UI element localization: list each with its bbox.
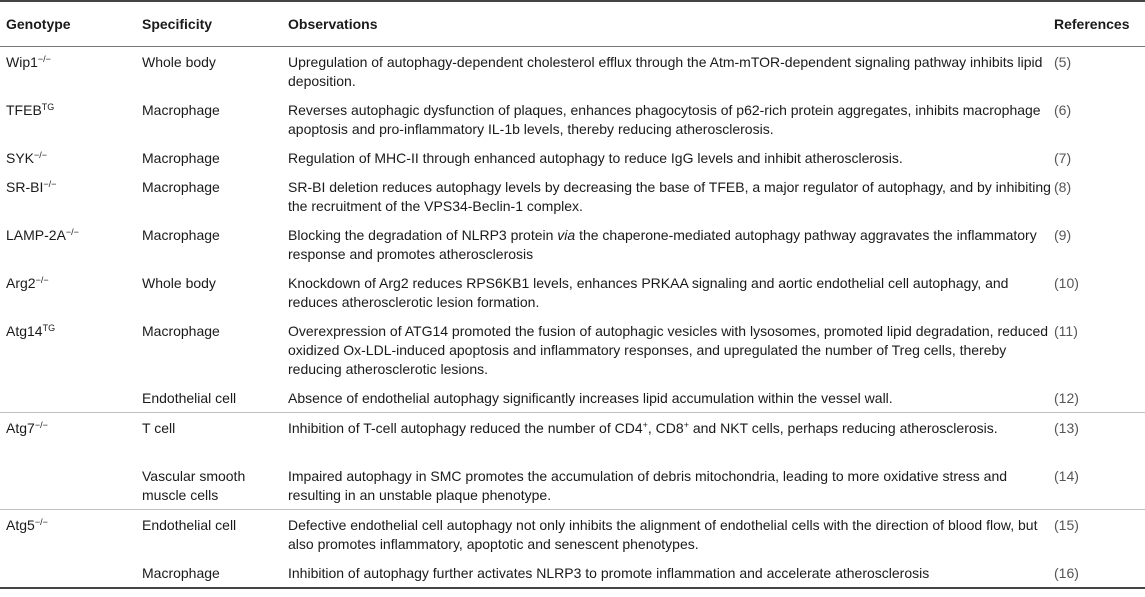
- genotype-cell: Arg2−/−: [6, 275, 49, 291]
- reference-cell: (9): [1054, 227, 1072, 243]
- genotype-cell: $Atg14^{TG}$: [6, 323, 56, 339]
- header-genotype: Genotype: [6, 15, 71, 32]
- observation-cell: Knockdown of Arg2 reduces RPS6KB1 levels, enhances PRKAA signaling and aortic endothelial cell autophagy, and reduces atherosclerotic lesion formation.: [288, 275, 1009, 310]
- reference-cell: (16): [1054, 565, 1079, 581]
- table-row: [0, 383, 1145, 413]
- specificity-cell: Endothelial cell: [142, 390, 237, 406]
- specificity-cell: Vascular smooth muscle cells: [142, 468, 246, 503]
- genotype-cell: Atg5−/−: [6, 517, 48, 533]
- table-row: [0, 95, 1145, 143]
- table-header-row: [0, 1, 1145, 47]
- observation-cell: Absence of endothelial autophagy significantly increases lipid accumulation within the vessel wall.: [288, 390, 893, 406]
- table-row: [0, 268, 1145, 316]
- specificity-cell: Macrophage: [142, 323, 220, 339]
- genotype-cell: [0, 383, 136, 413]
- genotype-cell: $TFEB^{TG}$: [6, 102, 55, 118]
- observation-cell: Impaired autophagy in SMC promotes the accumulation of debris mitochondria, leading to more oxidative stress and resulting in an unstable plaque phenotype.: [288, 468, 1008, 503]
- table-row: [0, 461, 1145, 510]
- genotype-cell: Atg7−/−: [6, 420, 48, 436]
- reference-cell: (7): [1054, 150, 1072, 166]
- specificity-cell: Macrophage: [142, 179, 220, 195]
- observation-cell: SR-BI deletion reduces autophagy levels by decreasing the base of TFEB, a major regulator of autophagy, and by inhibiting the recruitment of the VPS34-Beclin-1 complex.: [288, 179, 1051, 214]
- table-row: [0, 172, 1145, 220]
- observation-cell: Defective endothelial cell autophagy not only inhibits the alignment of endothelial cells with the direction of blood flow, but also promotes inflammatory, apoptotic and senescent phenotypes.: [288, 517, 1038, 552]
- header-observations: Observations: [288, 15, 378, 32]
- reference-cell: (5): [1054, 54, 1072, 70]
- observation-cell: Regulation of MHC-II through enhanced autophagy to reduce IgG levels and inhibit atherosclerosis.: [288, 150, 903, 166]
- header-references: References: [1054, 15, 1130, 32]
- genotype-cell: LAMP-2A−/−: [6, 227, 79, 243]
- specificity-cell: Macrophage: [142, 565, 220, 581]
- table-row: [0, 143, 1145, 172]
- observation-cell: Inhibition of T-cell autophagy reduced the number of CD4+, CD8+ and NKT cells, perhaps reducing atherosclerosis.: [288, 420, 998, 436]
- reference-cell: (8): [1054, 179, 1072, 195]
- table-row: [0, 220, 1145, 268]
- table-row: [0, 510, 1145, 559]
- observation-cell: Inhibition of autophagy further activates NLRP3 to promote inflammation and accelerate atherosclerosis: [288, 565, 930, 581]
- genotype-cell: [0, 461, 136, 510]
- specificity-cell: Macrophage: [142, 150, 220, 166]
- header-specificity: Specificity: [142, 15, 213, 32]
- observation-cell: Overexpression of ATG14 promoted the fusion of autophagic vesicles with lysosomes, promoted lipid degradation, reduced oxidized Ox-LDL-induced apoptosis and inflammatory responses, and upregulated the number of Treg cells, thereby reducing atherosclerotic lesions.: [288, 323, 1049, 377]
- observation-cell: Reverses autophagic dysfunction of plaques, enhances phagocytosis of p62-rich protein aggregates, inhibits macrophage apoptosis and pro-inflammatory IL-1b levels, thereby reducing atherosclerosis.: [288, 102, 1041, 137]
- reference-cell: (12): [1054, 390, 1079, 406]
- genotype-cell: [0, 558, 136, 588]
- reference-cell: (11): [1054, 323, 1078, 339]
- reference-cell: (13): [1054, 420, 1079, 436]
- reference-cell: (6): [1054, 102, 1072, 118]
- genotype-cell: Wip1−/−: [6, 54, 51, 70]
- genotype-cell: SYK−/−: [6, 150, 48, 166]
- reference-cell: (15): [1054, 517, 1079, 533]
- observation-cell: Upregulation of autophagy-dependent cholesterol efflux through the Atm-mTOR-dependent signaling pathway inhibits lipid deposition.: [288, 54, 1043, 89]
- table-row: [0, 316, 1145, 383]
- specificity-cell: Macrophage: [142, 102, 220, 118]
- reference-cell: (14): [1054, 468, 1079, 484]
- specificity-cell: Endothelial cell: [142, 517, 237, 533]
- specificity-cell: Whole body: [142, 54, 216, 70]
- table-row: [0, 413, 1145, 462]
- specificity-cell: Whole body: [142, 275, 216, 291]
- table-row: [0, 558, 1145, 588]
- observation-cell: Blocking the degradation of NLRP3 protein via the chaperone-mediated autophagy pathway aggravates the inflammatory response and promotes atherosclerosis: [288, 227, 1037, 262]
- reference-cell: (10): [1054, 275, 1079, 291]
- specificity-cell: T cell: [142, 420, 176, 436]
- specificity-cell: Macrophage: [142, 227, 220, 243]
- table-row: [0, 47, 1145, 96]
- genotype-cell: SR-BI−/−: [6, 179, 57, 195]
